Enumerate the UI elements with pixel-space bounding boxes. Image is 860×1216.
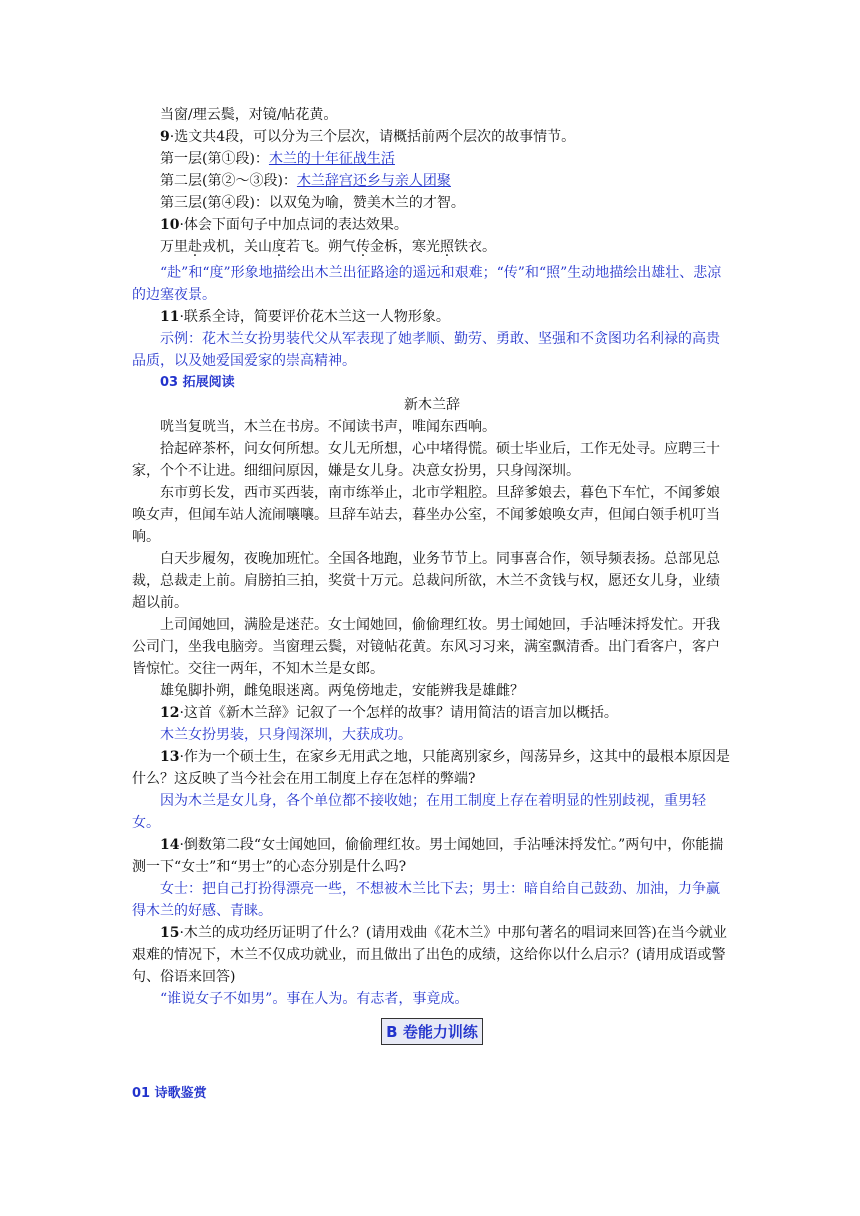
question-10 [132,214,732,236]
layer-label: 第二层(第②～③段)： [160,173,297,189]
text-part: 戎机，关山 [202,239,272,255]
layer-2 [132,170,732,192]
dotted-word: 度 [272,239,286,255]
question-number: 14 [160,837,180,853]
section-box-title: B 卷能力训练 [381,1018,483,1045]
answer-15: “谁说女子不如男”。事在人为。有志者，事竟成。 [160,991,469,1007]
question-number: 9 [160,129,170,145]
text-part: 若飞。朔气 [286,239,356,255]
question-number: 15 [160,925,180,941]
poem-paragraph: 雄兔脚扑朔，雌兔眼迷离。两兔傍地走，安能辨我是雄雌？ [160,683,524,699]
question-text: ·选文共4段，可以分为三个层次，请概括前两个层次的故事情节。 [169,129,576,145]
poem-paragraph: 东市剪长发，西市买西装，南市练举止，北市学粗腔。旦辞爹娘去，暮色下车忙，不闻爹娘唤女声，但闻车站人流闹嚷嚷。旦辞车站去，暮坐办公室，不闻爹娘唤女声，但闻白领手机叮当响。 [132,485,720,545]
question-text: ·倒数第二段“女士闻她回，偷偷理红妆。男士闻她回，手沾唾沫捋发忙。”两句中，你能揣测一下“女士”和“男士”的心态分别是什么吗? [132,837,724,875]
poem-paragraph: 上司闻她回，满脸是迷茫。女士闻她回，偷偷理红妆。男士闻她回，手沾唾沫捋发忙。开我公司门，坐我电脑旁。当窗理云鬓，对镜帖花黄。东风习习来，满室飘清香。出门看客户，客户皆惊忙。交往一两年，不知木兰是女郎。 [132,617,720,677]
answer-12: 木兰女扮男装，只身闯深圳，大获成功。 [160,727,412,743]
question-14 [132,834,732,878]
question-text: ·作为一个硕士生，在家乡无用武之地，只能离别家乡，闯荡异乡，这其中的最根本原因是什么？这反映了当今社会在用工制度上存在怎样的弊端? [132,749,730,787]
reading-title: 新木兰辞 [404,397,460,413]
layer-3: 第三层(第④段)：以双兔为喻，赞美木兰的才智。 [160,195,465,211]
poem-line: 当窗/理云鬓，对镜/帖花黄。 [160,107,338,123]
dotted-word: 照 [440,239,454,255]
dotted-sentence [132,236,732,258]
dotted-word: 赴 [188,239,202,255]
question-number: 11 [160,309,180,325]
poem-paragraph: 咣当复咣当，木兰在书房。不闻读书声，唯闻东西响。 [160,419,496,435]
section-box [132,1018,732,1045]
answer-11: 示例：花木兰女扮男装代父从军表现了她孝顺、勤劳、勇敢、坚强和不贪图功名利禄的高贵品质，以及她爱国爱家的崇高精神。 [132,331,720,369]
text-part: 金柝，寒光 [370,239,440,255]
answer-13: 因为木兰是女儿身，各个单位都不接收她；在用工制度上存在着明显的性别歧视，重男轻女。 [132,793,706,831]
section-heading: 03 拓展阅读 [160,375,235,390]
question-number: 13 [160,749,180,765]
answer-14: 女士：把自己打扮得漂亮一些，不想被木兰比下去；男士：暗自给自己鼓劲、加油，力争赢得木兰的好感、青睐。 [132,881,720,919]
dotted-word: 传 [356,239,370,255]
answer-text: 木兰辞宫还乡与亲人团聚 [296,173,451,189]
poem-paragraph: 拾起碎茶杯，问女何所想。女儿无所想，心中堵得慌。硕士毕业后，工作无处寻。应聘三十家，个个不让进。细细问原因，嫌是女儿身。决意女扮男，只身闯深圳。 [132,441,720,479]
question-11 [132,306,732,328]
text-part: 万里 [160,239,188,255]
question-number: 12 [160,705,180,721]
question-9 [132,126,732,148]
poem-paragraph: 白天步履匆，夜晚加班忙。全国各地跑，业务节节上。同事喜合作，领导频表扬。总部见总裁，总裁走上前。肩膀拍三拍，奖赏十万元。总裁问所欲，木兰不贪钱与权，愿还女儿身，业绩超以前。 [132,551,720,611]
layer-1 [132,148,732,170]
question-12 [132,702,732,724]
layer-label: 第一层(第①段)： [160,151,269,167]
question-13 [132,746,732,790]
question-text: ·体会下面句子中加点词的表达效果。 [179,217,408,233]
question-number: 10 [160,217,180,233]
text-part: 铁衣。 [454,239,496,255]
question-15 [132,922,732,988]
answer-10: “赴”和“度”形象地描绘出木兰出征路途的遥远和艰难；“传”和“照”生动地描绘出雄壮、悲凉的边塞夜景。 [132,265,722,303]
question-text: ·联系全诗，简要评价花木兰这一人物形象。 [179,309,450,325]
question-text: ·这首《新木兰辞》记叙了一个怎样的故事？请用简洁的语言加以概括。 [179,705,618,721]
answer-text: 木兰的十年征战生活 [268,151,395,167]
document-page [132,104,732,1053]
section-heading: 01 诗歌鉴赏 [132,1086,207,1101]
question-text: ·木兰的成功经历证明了什么？(请用戏曲《花木兰》中那句著名的唱词来回答)在当今就业艰难的情况下，木兰不仅成功就业，而且做出了出色的成绩，这给你以什么启示？(请用成语或警句、俗语来回答) [132,925,727,985]
